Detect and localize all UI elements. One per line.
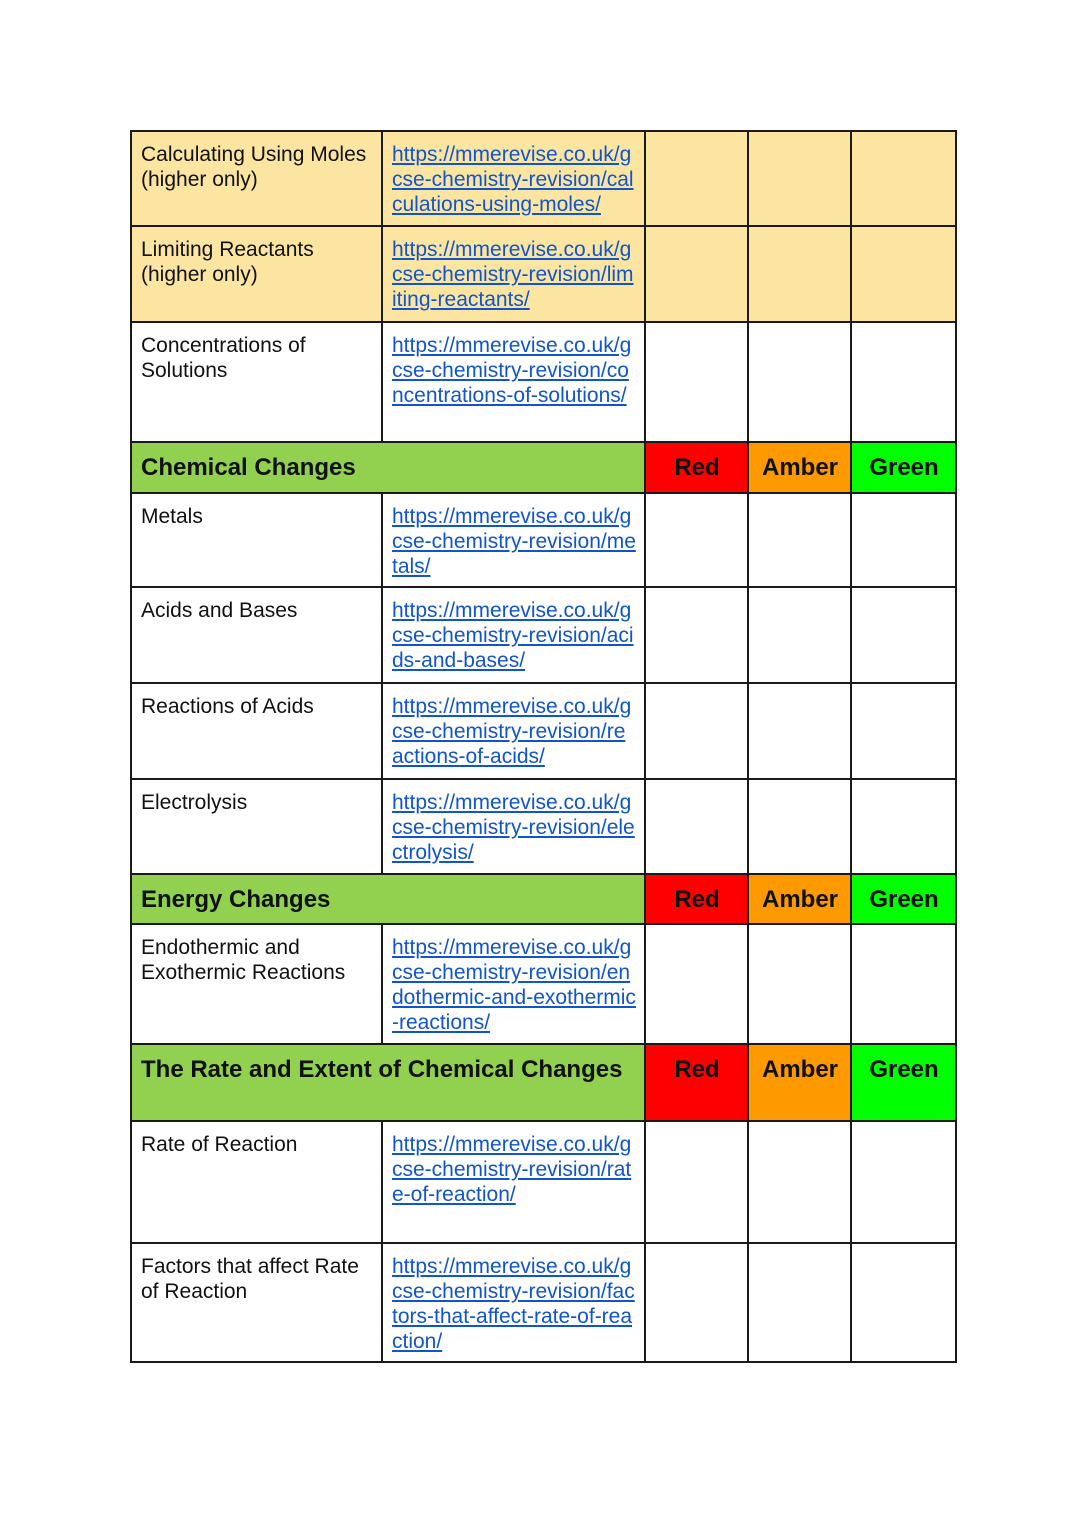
red-rating-cell[interactable] (645, 1121, 748, 1243)
revision-link[interactable]: https://mmerevise.co.uk/gcse-chemistry-revision/acids-and-bases/ (392, 599, 634, 672)
red-rating-cell[interactable] (645, 226, 748, 322)
revision-tracker-table (130, 130, 957, 1363)
revision-link[interactable]: https://mmerevise.co.uk/gcse-chemistry-revision/factors-that-affect-rate-of-reaction/ (392, 1255, 635, 1353)
amber-rating-cell[interactable] (748, 131, 851, 226)
topic-cell: Metals (131, 493, 382, 587)
green-rating-cell[interactable] (851, 226, 956, 322)
amber-header: Amber (748, 1044, 851, 1121)
green-rating-cell[interactable] (851, 779, 956, 874)
amber-rating-cell[interactable] (748, 779, 851, 874)
revision-link[interactable]: https://mmerevise.co.uk/gcse-chemistry-revision/reactions-of-acids/ (392, 695, 632, 768)
amber-rating-cell[interactable] (748, 924, 851, 1044)
green-header: Green (851, 442, 956, 493)
green-rating-cell[interactable] (851, 322, 956, 442)
amber-rating-cell[interactable] (748, 226, 851, 322)
topic-cell: Reactions of Acids (131, 683, 382, 779)
amber-rating-cell[interactable] (748, 587, 851, 683)
table-row (131, 131, 956, 226)
green-header: Green (851, 874, 956, 924)
table-row (131, 683, 956, 779)
red-rating-cell[interactable] (645, 493, 748, 587)
section-title: Chemical Changes (131, 442, 645, 493)
green-rating-cell[interactable] (851, 683, 956, 779)
link-cell (382, 1243, 645, 1362)
red-rating-cell[interactable] (645, 322, 748, 442)
revision-link[interactable]: https://mmerevise.co.uk/gcse-chemistry-revision/limiting-reactants/ (392, 238, 634, 311)
amber-rating-cell[interactable] (748, 322, 851, 442)
link-cell (382, 587, 645, 683)
link-cell (382, 924, 645, 1044)
green-rating-cell[interactable] (851, 1121, 956, 1243)
topic-cell: Endothermic and Exothermic Reactions (131, 924, 382, 1044)
amber-rating-cell[interactable] (748, 1243, 851, 1362)
amber-header: Amber (748, 442, 851, 493)
topic-cell: Concentrations of Solutions (131, 322, 382, 442)
amber-header: Amber (748, 874, 851, 924)
topic-cell: Limiting Reactants (higher only) (131, 226, 382, 322)
table-row (131, 1121, 956, 1243)
revision-link[interactable]: https://mmerevise.co.uk/gcse-chemistry-revision/electrolysis/ (392, 791, 635, 864)
table-row (131, 322, 956, 442)
green-rating-cell[interactable] (851, 493, 956, 587)
red-rating-cell[interactable] (645, 683, 748, 779)
section-header-row (131, 874, 956, 924)
topic-cell: Electrolysis (131, 779, 382, 874)
section-header-row (131, 442, 956, 493)
green-rating-cell[interactable] (851, 924, 956, 1044)
green-rating-cell[interactable] (851, 1243, 956, 1362)
link-cell (382, 779, 645, 874)
table-row (131, 493, 956, 587)
link-cell (382, 226, 645, 322)
revision-link[interactable]: https://mmerevise.co.uk/gcse-chemistry-revision/endothermic-and-exothermic-reactions/ (392, 936, 636, 1034)
link-cell (382, 1121, 645, 1243)
topic-cell: Rate of Reaction (131, 1121, 382, 1243)
red-header: Red (645, 1044, 748, 1121)
section-title: Energy Changes (131, 874, 645, 924)
red-rating-cell[interactable] (645, 587, 748, 683)
red-header: Red (645, 442, 748, 493)
section-title: The Rate and Extent of Chemical Changes (131, 1044, 645, 1121)
red-rating-cell[interactable] (645, 779, 748, 874)
amber-rating-cell[interactable] (748, 493, 851, 587)
table-row (131, 924, 956, 1044)
link-cell (382, 322, 645, 442)
red-rating-cell[interactable] (645, 131, 748, 226)
green-rating-cell[interactable] (851, 587, 956, 683)
amber-rating-cell[interactable] (748, 1121, 851, 1243)
revision-link[interactable]: https://mmerevise.co.uk/gcse-chemistry-revision/calculations-using-moles/ (392, 143, 634, 216)
section-header-row (131, 1044, 956, 1121)
green-header: Green (851, 1044, 956, 1121)
red-header: Red (645, 874, 748, 924)
amber-rating-cell[interactable] (748, 683, 851, 779)
table-row (131, 587, 956, 683)
topic-cell: Factors that affect Rate of Reaction (131, 1243, 382, 1362)
table-row (131, 779, 956, 874)
green-rating-cell[interactable] (851, 131, 956, 226)
link-cell (382, 131, 645, 226)
table-row (131, 1243, 956, 1362)
red-rating-cell[interactable] (645, 1243, 748, 1362)
link-cell (382, 493, 645, 587)
link-cell (382, 683, 645, 779)
topic-cell: Calculating Using Moles (higher only) (131, 131, 382, 226)
topic-cell: Acids and Bases (131, 587, 382, 683)
revision-link[interactable]: https://mmerevise.co.uk/gcse-chemistry-revision/concentrations-of-solutions/ (392, 334, 632, 407)
red-rating-cell[interactable] (645, 924, 748, 1044)
revision-link[interactable]: https://mmerevise.co.uk/gcse-chemistry-revision/metals/ (392, 505, 636, 578)
table-row (131, 226, 956, 322)
revision-link[interactable]: https://mmerevise.co.uk/gcse-chemistry-revision/rate-of-reaction/ (392, 1133, 632, 1206)
